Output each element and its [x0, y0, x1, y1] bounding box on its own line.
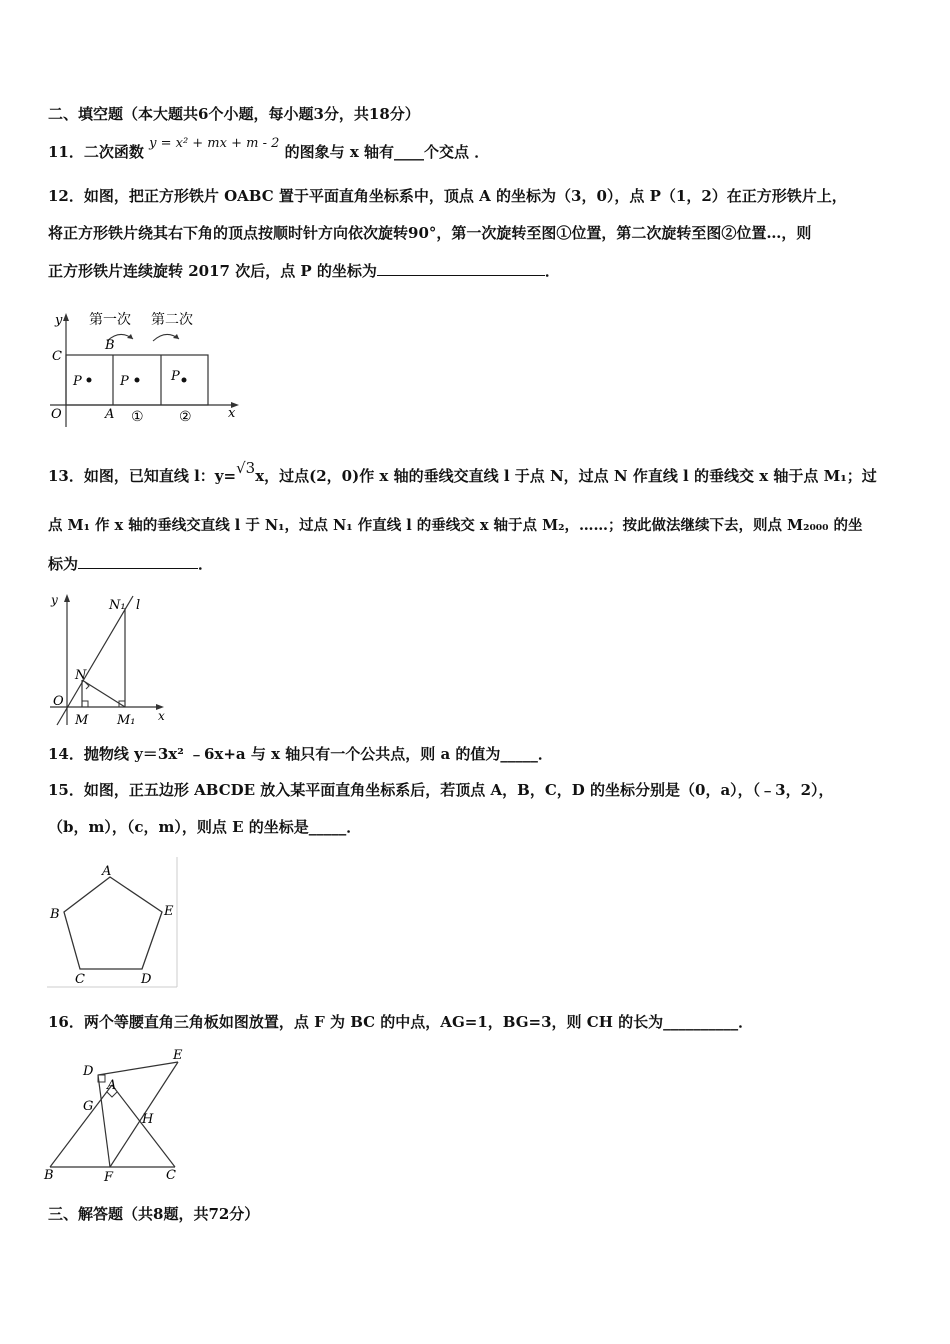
q16-fig-H-label: H: [142, 1112, 154, 1127]
q15-line-1: 15．如图，正五边形 ABCDE 放入某平面直角坐标系后，若顶点 A，B，C，D 的坐标分别是（0，a），（﹣3，2），: [48, 781, 834, 799]
q16-fig-B-label: B: [44, 1168, 54, 1183]
q16-fig-G-label: G: [83, 1099, 94, 1114]
q16-fig-A-label: A: [107, 1078, 117, 1093]
q12-line-3-text: 正方形铁片连续旋转 2017 次后，点 P 的坐标为: [48, 262, 377, 280]
q16-fig-D-label: D: [83, 1064, 94, 1079]
q11-text: 的图象与 x 轴有____个交点 ．: [284, 143, 490, 161]
q13-fig-N-label: N: [75, 668, 87, 683]
q11-number: 11．二次函数: [48, 143, 144, 161]
q12-figure: [45, 305, 245, 430]
q13-line-1a: 13．如图，已知直线 l：y=: [48, 467, 237, 485]
q15-fig-C-label: C: [75, 972, 85, 987]
q15-line-2: （b，m），（c，m），则点 E 的坐标是_____．: [48, 818, 362, 836]
q12-line-2: 将正方形铁片绕其右下角的顶点按顺时针方向依次旋转90°，第一次旋转至图①位置，第二次旋转至图②位置…，则: [48, 224, 812, 242]
q12-fig-P2-label: P: [120, 374, 129, 389]
q12-line-1: 12．如图，把正方形铁片 OABC 置于平面直角坐标系中，顶点 A 的坐标为（3，0），点 P（1，2）在正方形铁片上，: [48, 187, 847, 205]
q12-fig-B-label: B: [105, 338, 115, 353]
q12-fig-C-label: C: [52, 349, 62, 364]
section-3-title: 三、解答题（共8题，共72分）: [48, 1205, 260, 1223]
q13-fig-O-label: O: [53, 694, 64, 709]
q13-fig-N1-label: N₁: [109, 598, 126, 613]
q13-fig-M1-label: M₁: [117, 713, 136, 728]
q12-fig-first-label: 第一次: [89, 312, 131, 328]
q12-fig-y-label: y: [55, 313, 63, 328]
q12-end: ．: [544, 262, 560, 280]
q15-figure: [45, 855, 180, 990]
q12-answer-blank: [377, 261, 545, 276]
q16-fig-E-label: E: [173, 1048, 183, 1063]
q15-fig-A-label: A: [102, 864, 112, 879]
q14-text: 14．抛物线 y＝3x² ﹣6x+a 与 x 轴只有一个公共点，则 a 的值为_____．: [48, 745, 553, 763]
section-2-title: 二、填空题（本大题共6个小题，每小题3分，共18分）: [48, 105, 420, 123]
q13-line-2: 点 M₁ 作 x 轴的垂线交直线 l 于 N₁，过点 N₁ 作直线 l 的垂线交 x 轴于点 M₂，……；按此做法继续下去，则点 M₂₀₀₀ 的坐: [48, 517, 863, 534]
q16-figure: [40, 1045, 200, 1185]
q12-fig-A-label: A: [105, 407, 115, 422]
q13-fig-l-label: l: [136, 598, 141, 613]
q12-fig-circle-2: ②: [179, 409, 192, 425]
q16-fig-C-label: C: [166, 1168, 176, 1183]
q15-fig-E-label: E: [164, 904, 174, 919]
q13-figure: [45, 590, 175, 730]
q13-sqrt: √3: [236, 459, 256, 477]
q15-fig-B-label: B: [50, 907, 60, 922]
q13-line-3-text: 标为: [48, 555, 79, 573]
q13-end: ．: [198, 555, 214, 573]
q12-fig-P1-label: P: [73, 374, 82, 389]
q13-answer-blank: [78, 554, 198, 569]
q12-fig-P3-label: P: [171, 369, 180, 384]
q16-fig-F-label: F: [104, 1170, 114, 1185]
question-12-line-3: [48, 261, 560, 281]
question-13-line-1: [48, 459, 877, 486]
question-11: [48, 136, 490, 164]
q16-text: 16．两个等腰直角三角板如图放置，点 F 为 BC 的中点，AG=1，BG=3，则 CH 的长为__________．: [48, 1013, 754, 1031]
question-13-line-3: [48, 554, 213, 574]
q13-fig-x-label: x: [158, 709, 165, 723]
q12-fig-x-label: x: [228, 406, 236, 421]
q12-fig-second-label: 第二次: [151, 312, 193, 328]
q13-fig-M-label: M: [75, 713, 89, 728]
q13-line-1b: x，过点(2，0)作 x 轴的垂线交直线 l 于点 N，过点 N 作直线 l 的垂线交 x 轴于点 M₁；过: [255, 467, 877, 485]
q12-fig-circle-1: ①: [131, 409, 144, 425]
q15-fig-D-label: D: [141, 972, 152, 987]
q12-fig-O-label: O: [51, 407, 62, 422]
q13-fig-y-label: y: [51, 593, 58, 607]
q11-formula: y = x² + mx + m - 2: [149, 136, 280, 151]
